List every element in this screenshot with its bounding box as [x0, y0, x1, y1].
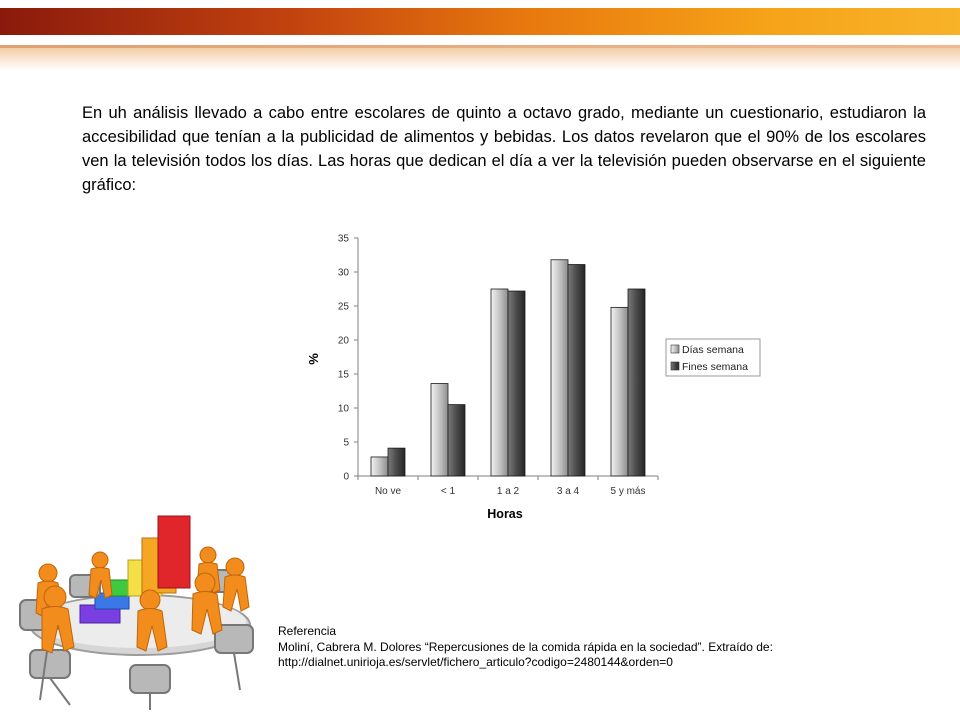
bar-dias-semana [431, 384, 448, 476]
team-meeting-illustration-icon [10, 505, 260, 710]
y-axis-label: % [306, 353, 321, 365]
y-tick-label: 5 [343, 437, 349, 449]
legend-swatch-dias [671, 345, 679, 353]
bar-fines-semana [448, 405, 465, 476]
reference-citation: Moliní, Cabrera M. Dolores “Repercusiones de la comida rápida en la sociedad”. Extraído de: [278, 639, 773, 654]
x-tick-label: 1 a 2 [496, 486, 520, 497]
bar-dias-semana [551, 260, 568, 476]
x-tick-label: No ve [374, 486, 402, 497]
x-tick-label: 5 y más [610, 486, 646, 497]
y-tick-label: 30 [337, 267, 349, 279]
bar-dias-semana [371, 457, 388, 476]
bar-fines-semana [628, 289, 645, 476]
chart-svg [300, 222, 770, 527]
y-tick-label: 20 [337, 335, 349, 347]
bar-fines-semana [508, 291, 525, 476]
intro-paragraph: En uh análisis llevado a cabo entre escolares de quinto a octavo grado, mediante un cuestionario, estudiaron la accesibilidad que tenían a la publicidad de alimentos y bebidas. Los datos revelaron que el 90% de los escolares ven la televisión todos los días. Las horas que dedican el día a ver la televisión pueden observarse en el siguiente gráfico: [82, 104, 926, 194]
x-axis-label: Horas [487, 507, 523, 521]
bars-group [371, 260, 645, 476]
y-tick-label: 15 [337, 369, 349, 381]
reference-url[interactable]: http://dialnet.unirioja.es/servlet/fichero_articulo?codigo=2480144&orden=0 [278, 655, 673, 669]
y-tick-label: 25 [337, 301, 349, 313]
x-tick-label: 3 a 4 [556, 486, 580, 497]
reference-heading: Referencia [278, 624, 337, 638]
bar-chart [300, 222, 770, 527]
legend-label-dias: Días semana [682, 344, 744, 356]
legend-swatch-fines [671, 362, 679, 370]
legend-label-fines: Fines semana [682, 361, 748, 373]
bar-dias-semana [491, 289, 508, 476]
header-band-edge [0, 45, 960, 48]
bar-fines-semana [388, 448, 405, 476]
header-band-bottom [0, 45, 960, 71]
meeting-chart-clipart [10, 505, 260, 710]
legend [666, 339, 760, 376]
bar-fines-semana [568, 265, 585, 476]
y-tick-label: 0 [343, 471, 349, 483]
header-band-top [0, 8, 960, 35]
y-axis [338, 234, 358, 483]
x-axis [358, 476, 658, 497]
reference-block [278, 624, 773, 671]
y-tick-label: 35 [337, 233, 349, 245]
y-tick-label: 10 [337, 403, 349, 415]
bar-dias-semana [611, 307, 628, 476]
x-tick-label: < 1 [440, 486, 456, 497]
